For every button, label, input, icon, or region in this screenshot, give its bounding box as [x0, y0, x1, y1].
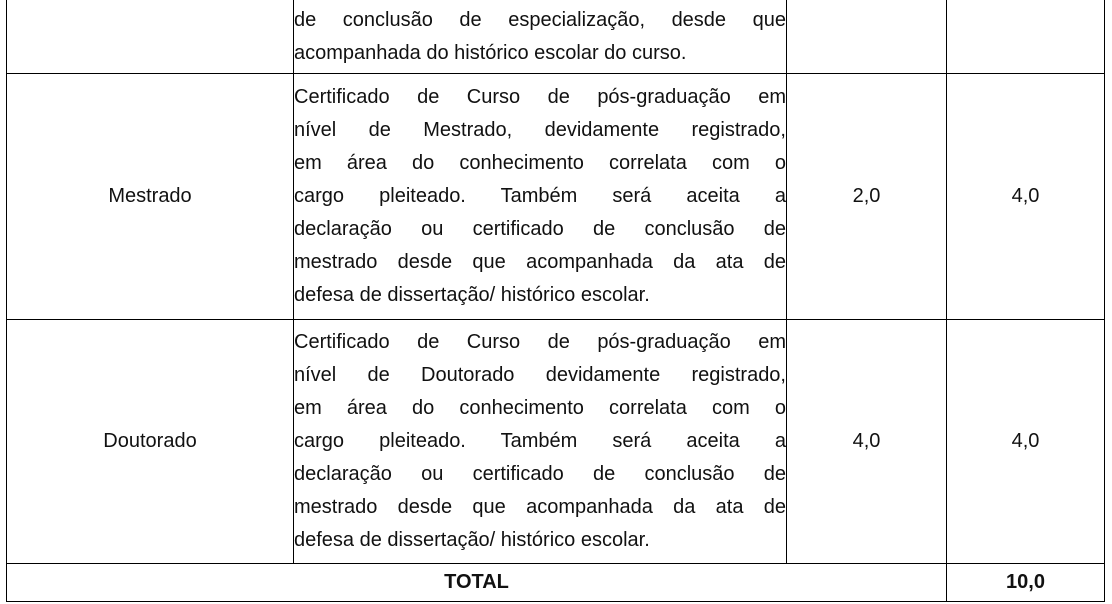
- description-line: nível de Mestrado, devidamente registrado,: [294, 119, 786, 141]
- description-line: em área do conhecimento correlata com o: [294, 397, 786, 419]
- table-row-mestrado: [7, 74, 1105, 320]
- description-cell: [294, 0, 787, 74]
- table-row-especializacao-continuation: [7, 0, 1105, 74]
- titles-score-table: [6, 0, 1105, 602]
- points-cell: [787, 0, 947, 74]
- description-line: cargo pleiteado. Também será aceita a: [294, 430, 786, 452]
- description-line: em área do conhecimento correlata com o: [294, 152, 786, 174]
- max-points-cell: 4,0: [947, 74, 1105, 320]
- description-line: Certificado de Curso de pós-graduação em: [294, 331, 786, 353]
- description-line: declaração ou certificado de conclusão de: [294, 218, 786, 240]
- description-line: defesa de dissertação/ histórico escolar.: [294, 529, 650, 551]
- table-row-doutorado: [7, 320, 1105, 564]
- level-cell: Doutorado: [7, 320, 294, 564]
- points-cell: 4,0: [787, 320, 947, 564]
- description-line: cargo pleiteado. Também será aceita a: [294, 185, 786, 207]
- description-line: nível de Doutorado devidamente registrado,: [294, 364, 786, 386]
- total-value: 10,0: [947, 564, 1105, 602]
- description-line: defesa de dissertação/ histórico escolar.: [294, 284, 650, 306]
- max-points-cell: 4,0: [947, 320, 1105, 564]
- description-line: mestrado desde que acompanhada da ata de: [294, 496, 786, 518]
- description-cell: [294, 74, 787, 320]
- total-label: TOTAL: [7, 564, 947, 602]
- description-line: de conclusão de especialização, desde que: [294, 9, 786, 31]
- level-cell: Mestrado: [7, 74, 294, 320]
- points-cell: 2,0: [787, 74, 947, 320]
- max-points-cell: [947, 0, 1105, 74]
- description-line: declaração ou certificado de conclusão de: [294, 463, 786, 485]
- description-cell: [294, 320, 787, 564]
- description-line: mestrado desde que acompanhada da ata de: [294, 251, 786, 273]
- description-line: Certificado de Curso de pós-graduação em: [294, 86, 786, 108]
- level-cell: [7, 0, 294, 74]
- description-line: acompanhada do histórico escolar do curso.: [294, 42, 687, 64]
- table-row-total: [7, 564, 1105, 602]
